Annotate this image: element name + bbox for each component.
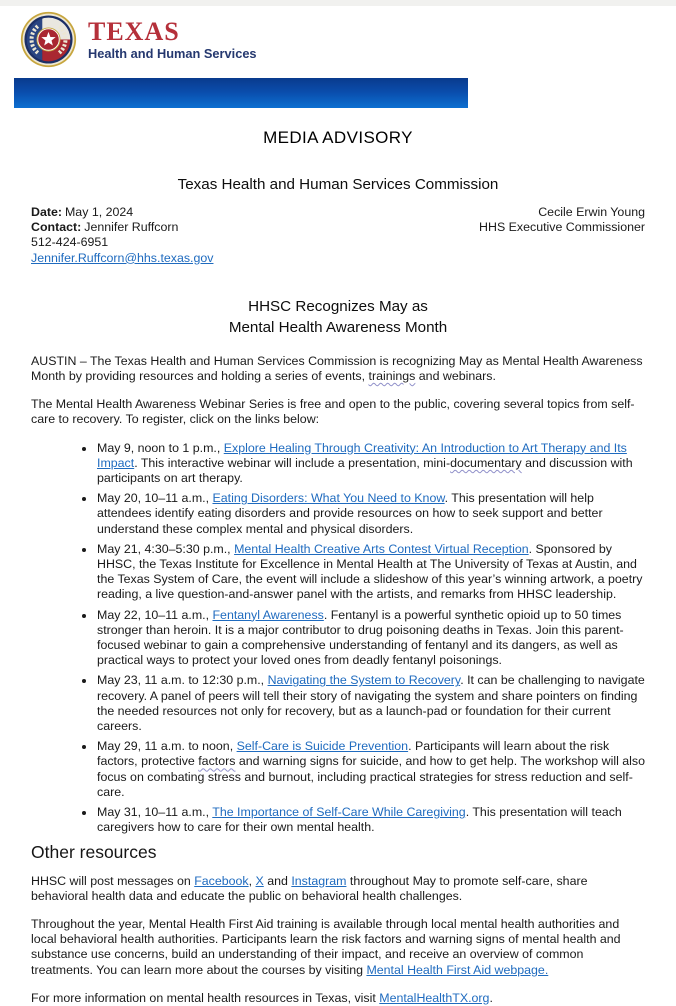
text-run: May 31, 10–11 a.m., — [97, 805, 213, 820]
text-run: May 9, noon to 1 p.m., — [97, 440, 224, 455]
text-run: , — [248, 873, 256, 888]
resources-paragraph-2 — [31, 917, 645, 978]
contact-value: Jennifer Ruffcorn — [84, 220, 179, 235]
text-run: throughout May to promote self-care, share behavioral health data and educate the public on behavioral health challenges. — [31, 873, 588, 903]
inline-link[interactable]: Navigating the System to Recovery — [267, 673, 461, 688]
spellcheck-flagged-word: trainings — [368, 369, 416, 384]
commission-title: Texas Health and Human Services Commission — [177, 176, 499, 193]
inline-link[interactable]: MentalHealthTX.org — [379, 990, 490, 1005]
text-run: and — [263, 873, 292, 888]
phone-line: 512-424-6951 — [31, 235, 109, 250]
event-item — [96, 739, 645, 800]
intro-paragraph-1 — [31, 354, 645, 384]
event-item — [96, 673, 645, 734]
inline-link[interactable]: X — [255, 873, 264, 888]
signatory-title: HHS Executive Commissioner — [479, 220, 645, 235]
text-run: . This presentation will help attendees identify eating disorders and provide resources on how to seek support and better understand these complex mental and physical disorders. — [97, 491, 603, 536]
headline-line2: Mental Health Awareness Month — [228, 318, 448, 336]
headline-line1: HHSC Recognizes May as — [248, 297, 428, 315]
text-run: Throughout the year, Mental Health First Aid training is available through local mental health authorities and local behavioral health authorities. Participants learn the risk factors and warning signs of mental health and substance use concerns, build an understanding of their impact, and receive an overview of common treatments. You can learn more about the courses by visiting — [31, 916, 621, 977]
text-run: The Mental Health Awareness Webinar Series is free and open to the public, covering several topics from self-care to recovery. To register, click on the links below: — [31, 397, 635, 427]
text-run: For more information on mental health resources in Texas, visit — [31, 990, 380, 1005]
text-run: . Participants will learn about the risk factors, protective — [97, 739, 610, 769]
event-item — [96, 491, 645, 537]
inline-link[interactable]: Mental Health Creative Arts Contest Virtual Reception — [234, 541, 529, 556]
inline-link[interactable]: Explore Healing Through Creativity: An Introduction to Art Therapy and Its Impact — [97, 440, 627, 470]
text-run: HHSC will post messages on — [31, 873, 195, 888]
text-run: May 23, 11 a.m. to 12:30 p.m., — [97, 673, 268, 688]
spellcheck-flagged-word: factors — [198, 754, 236, 769]
text-run: AUSTIN – The Texas Health and Human Services Commission is recognizing May as Mental Health Awareness Month by providing resources and holding a series of events, — [31, 353, 643, 384]
text-run: . This interactive webinar will include a presentation, mini- — [134, 455, 451, 470]
text-run: . — [489, 990, 493, 1005]
date-value: May 1, 2024 — [64, 205, 134, 219]
contact-label: Contact: — [31, 220, 82, 235]
events-list — [31, 441, 645, 836]
event-item — [96, 608, 645, 669]
event-item — [96, 441, 645, 487]
inline-link[interactable]: Fentanyl Awareness — [212, 607, 324, 622]
text-run: and webinars. — [415, 369, 496, 384]
text-run: . This presentation will teach caregivers how to care for their own mental health. — [97, 805, 622, 835]
inline-link[interactable]: Facebook — [194, 873, 249, 888]
event-item — [96, 542, 645, 603]
other-resources-heading: Other resources — [31, 841, 157, 862]
text-run: May 29, 11 a.m. to noon, — [97, 739, 237, 754]
header-bar — [14, 78, 468, 108]
logo-text — [88, 16, 257, 61]
signatory-name: Cecile Erwin Young — [538, 205, 645, 219]
inline-link[interactable]: Instagram — [291, 873, 347, 888]
hhs-seal-icon — [20, 11, 77, 68]
text-run: May 21, 4:30–5:30 p.m., — [97, 541, 235, 556]
body-content — [0, 354, 676, 1006]
email-line — [31, 251, 213, 266]
media-advisory-title: MEDIA ADVISORY — [263, 128, 413, 147]
text-run: . Sponsored by HHSC, the Texas Institute for Excellence in Mental Health at The University of Texas at Austin, and the Texas System of Care, the event will include a slideshow of this year’s winning artwork, a poetry reading, a live question-and-answer panel with the artists, and remarks from HHSC leadership. — [97, 541, 643, 602]
text-run: May 20, 10–11 a.m., — [97, 491, 213, 506]
date-line — [31, 205, 213, 220]
logo-title: TEXAS — [88, 16, 180, 46]
inline-link[interactable]: Self-Care is Suicide Prevention — [236, 739, 409, 754]
inline-link[interactable]: Mental Health First Aid webpage. — [366, 962, 549, 977]
headline — [0, 296, 676, 338]
email-link[interactable]: Jennifer.Ruffcorn@hhs.texas.gov — [31, 250, 214, 265]
letterhead — [0, 6, 676, 108]
logo-subtitle: Health and Human Services — [88, 45, 257, 61]
contact-line — [31, 220, 213, 235]
inline-link[interactable]: Eating Disorders: What You Need to Know — [212, 491, 445, 506]
contact-block — [31, 205, 213, 266]
text-run: and discussion with participants on art therapy. — [97, 455, 633, 486]
text-run: and warning signs for suicide, and how to get help. The workshop will also focus on combating stress and burnout, including practical strategies for stress reduction and self-care. — [97, 754, 646, 799]
hhs-logo — [0, 6, 676, 68]
contact-row — [0, 194, 676, 266]
signatory-block — [479, 205, 645, 266]
text-run: . It can be challenging to navigate recovery. A panel of peers will tell their story of navigating the system and share pointers on finding the needed resources not only for recovery, but as a launch-pad or foundation for their current careers. — [97, 673, 645, 734]
text-run: . Fentanyl is a powerful synthetic opioid up to 50 times stronger than heroin. It is a major contributor to drug poisoning deaths in Texas. Join this parent-focused webinar to gain a comprehensive understanding of fentanyl and its dangers, as well as practical ways to protect your loved ones from deadly fentanyl poisonings. — [97, 607, 624, 668]
spellcheck-flagged-word: documentary — [450, 455, 522, 470]
intro-paragraph-2 — [31, 397, 645, 427]
inline-link[interactable]: The Importance of Self-Care While Caregiving — [212, 805, 466, 820]
date-label: Date: — [31, 205, 62, 219]
resources-paragraph-3 — [31, 991, 645, 1006]
resources-paragraph-1 — [31, 874, 645, 904]
text-run: May 22, 10–11 a.m., — [97, 607, 213, 622]
event-item — [96, 805, 645, 835]
